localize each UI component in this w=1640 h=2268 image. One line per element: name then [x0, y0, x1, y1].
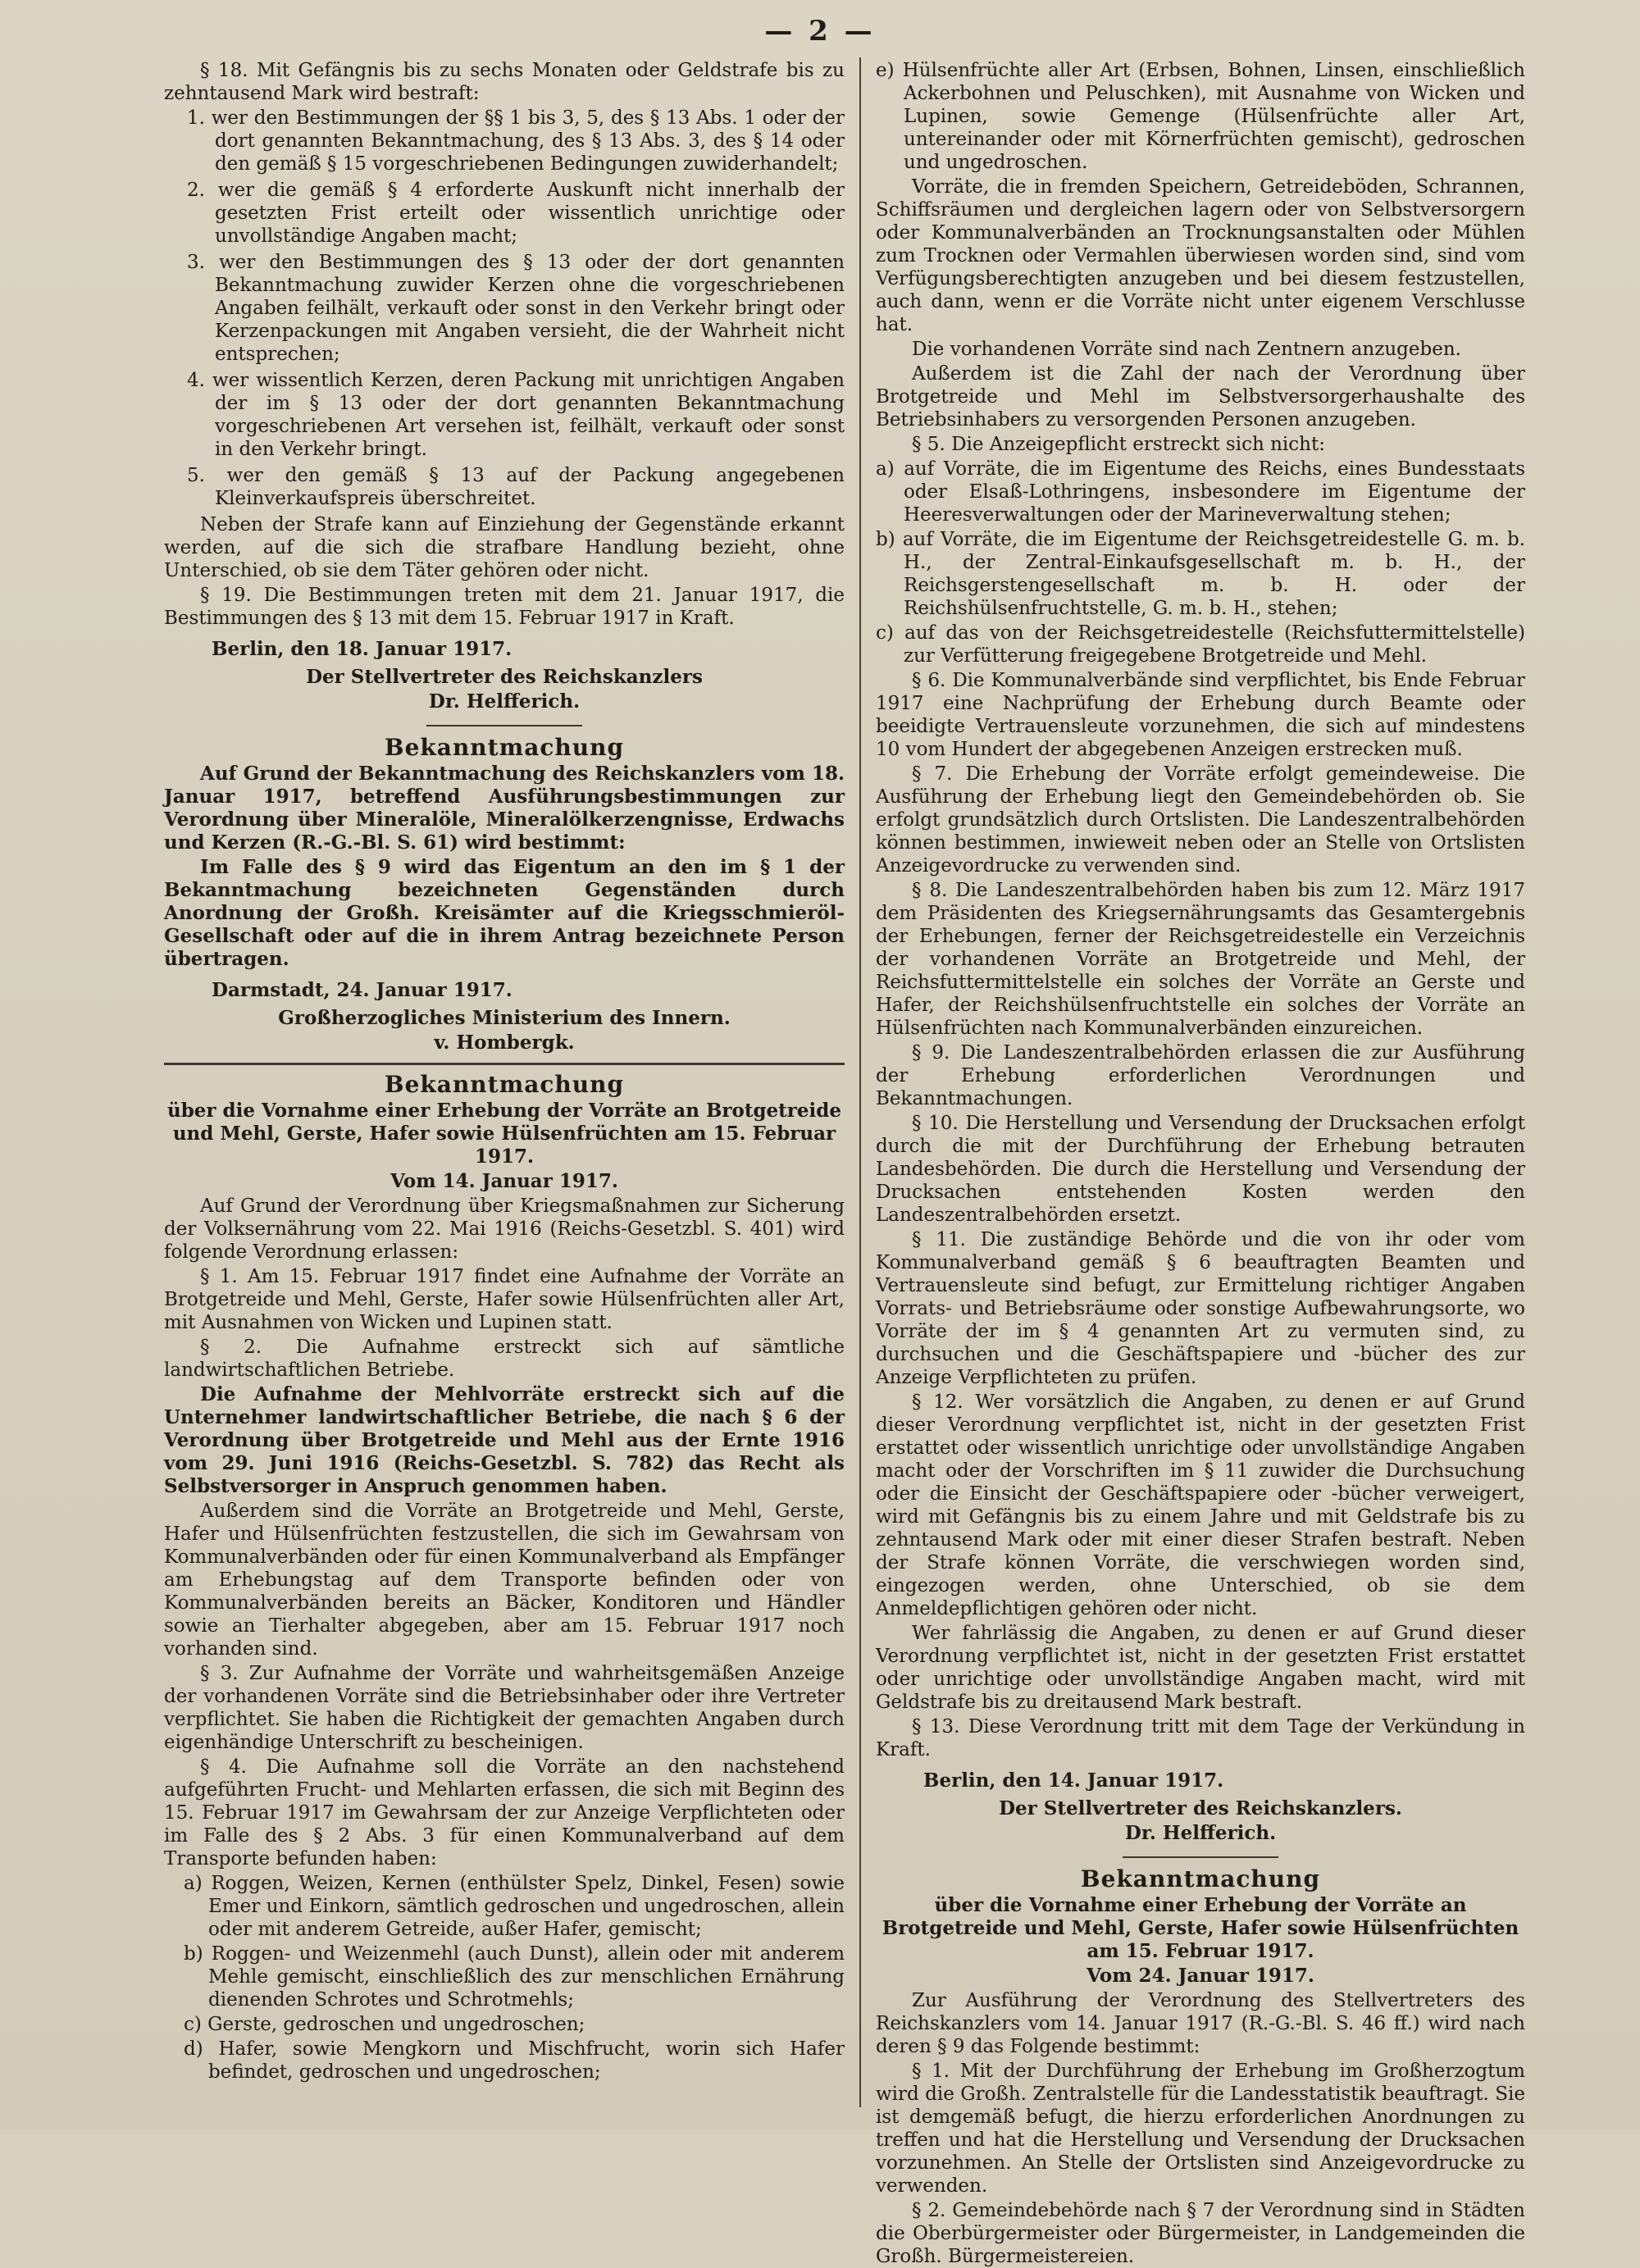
b2-item-d: d) Hafer, sowie Mengkorn und Mischfrucht, worin sich Hafer befindet, gedroschen und ungedroschen;: [184, 2038, 845, 2083]
s10-paragraph: § 10. Die Herstellung und Versendung der Drucksachen erfolgt durch die mit der Durchführung der Erhebung betrauten Landesbehörden. Die durch die Herstellung und Versendung der Drucksachen entstehenden Kosten werden den Landeszentralbehörden ersetzt.: [876, 1113, 1525, 1226]
b3-preamble: Zur Ausführung der Verordnung des Stellvertreters des Reichskanzlers vom 14. Januar 1917 (R.-G.-Bl. S. 46 ff.) wird nach deren § 9 das Folgende bestimmt:: [876, 1990, 1525, 2057]
b3-paragraph-2: § 2. Gemeindebehörde nach § 7 der Verordnung sind in Städten die Oberbürgermeister oder Bürgermeister, in Landgemeinden die Großh. Bürgermeistereien.: [876, 2200, 1525, 2267]
s18-intro: § 18. Mit Gefängnis bis zu sechs Monaten oder Geldstrafe bis zu zehntausend Mark wird bestraft:: [164, 60, 845, 104]
signature-name-2: Dr. Helfferich.: [1124, 1822, 1277, 1844]
right-column: [876, 59, 1525, 2267]
ministry-signature: v. Hombergk.: [434, 1032, 575, 1054]
s18-neben: Neben der Strafe kann auf Einziehung der Gegenstände erkannt werden, auf die sich die strafbare Handlung bezieht, ohne Unterschied, ob sie dem Täter gehören oder nicht.: [164, 514, 845, 581]
bekanntmachung-heading-2: Bekanntmachung: [384, 1071, 625, 1098]
b2-item-a: a) Roggen, Weizen, Kernen (enthülster Spelz, Dinkel, Fesen) sowie Emer und Einkorn, sämtlich gedroschen und ungedroschen, allein oder mit anderem Getreide, außer Hafer, gemischt;: [184, 1873, 845, 1940]
s18-item-3: 3. wer den Bestimmungen des § 13 oder der dort genannten Bekanntmachung zuwider Kerzen ohne die vorgeschriebenen Angaben feilhält, verkauft oder sonst in den Verkehr bringt oder Kerzenpackungen mit Angaben versieht, die der Wahrheit nicht entsprechen;: [187, 252, 845, 365]
left-column: [164, 59, 845, 2109]
signature-name: Dr. Helfferich.: [428, 690, 581, 713]
b3-paragraph-1: § 1. Mit der Durchführung der Erhebung im Großherzogtum wird die Großh. Zentralstelle für die Landesstatistik beauftragt. Sie ist demgemäß befugt, die hierzu erforderlichen Anordnungen zu treffen und hat die Herstellung und Versendung der Drucksachen vorzunehmen. An Stelle der Ortslisten sind Anzeigevordrucke zu verwenden.: [876, 2061, 1525, 2197]
page-number: — 2 —: [764, 15, 876, 48]
b2-subtitle: über die Vornahme einer Erhebung der Vorräte an Brotgetreide und Mehl, Gerste, Hafer sowie Hülsenfrüchten am 15. Februar 1917.: [166, 1100, 842, 1168]
section-separator-2: [1123, 1856, 1278, 1858]
b2-paragraph-2-mehl: Die Aufnahme der Mehlvorräte erstreckt sich auf die Unternehmer landwirtschaftlicher Betriebe, die nach § 6 der Verordnung über Brotgetreide und Mehl aus der Ernte 1916 vom 29. Juni 1916 (Reichs-Gesetzbl. S. 782) das Recht als Selbstversorger in Anspruch genommen haben.: [164, 1383, 845, 1497]
b2-paragraph-2: § 2. Die Aufnahme erstreckt sich auf sämtliche landwirtschaftlichen Betriebe.: [164, 1337, 845, 1381]
b2-paragraph-4: § 4. Die Aufnahme soll die Vorräte an den nachstehend aufgeführten Frucht- und Mehlarten erfassen, die sich mit Beginn des 15. Februar 1917 im Gewahrsam der zur Anzeige Verpflichteten oder im Falle des § 2 Abs. 3 für einen Kommunalverband auf dem Transporte befunden haben:: [164, 1756, 845, 1870]
dateline-darmstadt: Darmstadt, 24. Januar 1917.: [212, 979, 512, 1001]
s5-item-a: a) auf Vorräte, die im Eigentume des Reichs, eines Bundesstaats oder Elsaß-Lothringens, insbesondere im Eigentume der Heeresverwaltungen oder der Marineverwaltung stehen;: [876, 458, 1525, 526]
b3-date: Vom 24. Januar 1917.: [1086, 1965, 1314, 1987]
b2-item-b: b) Roggen- und Weizenmehl (auch Dunst), allein oder mit anderem Mehle gemischt, einschließlich des zur menschlichen Ernährung dienenden Schrotes und Schrotmehls;: [184, 1943, 845, 2011]
b2-paragraph-3: § 3. Zur Aufnahme der Vorräte und wahrheitsgemäßen Anzeige der vorhandenen Vorräte sind die Betriebsinhaber oder ihre Vertreter verpflichtet. Sie haben die Richtigkeit der gemachten Angaben durch eigenhändige Unterschrift zu bescheinigen.: [164, 1663, 845, 1753]
s19-paragraph: § 19. Die Bestimmungen treten mit dem 21. Januar 1917, die Bestimmungen des § 13 mit dem 15. Februar 1917 in Kraft.: [164, 585, 845, 629]
full-separator: [164, 1063, 845, 1065]
s11-paragraph: § 11. Die zuständige Behörde und die von ihr oder vom Kommunalverband gemäß § 6 beauftragten Beamten und Vertrauensleute sind befugt, zur Ermittelung richtiger Angaben Vorrats- und Betriebsräume oder sonstige Aufbewahrungsorte, wo Vorräte der im § 4 genannten Art zu vermuten sind, zu durchsuchen und die Geschäftspapiere und -bücher des zur Anzeige Verpflichteten zu prüfen.: [876, 1229, 1525, 1388]
s18-item-5: 5. wer den gemäß § 13 auf der Packung angegebenen Kleinverkaufspreis überschreitet.: [187, 465, 845, 509]
signature-title: Der Stellvertreter des Reichskanzlers: [306, 666, 703, 688]
zentnern-paragraph: Die vorhandenen Vorräte sind nach Zentnern anzugeben.: [912, 339, 1461, 360]
b2-paragraph-1: § 1. Am 15. Februar 1917 findet eine Aufnahme der Vorräte an Brotgetreide und Mehl, Gerste, Hafer sowie Hülsenfrüchten aller Art, mit Ausnahmen von Wicken und Lupinen statt.: [164, 1266, 845, 1333]
b3-subtitle: über die Vornahme einer Erhebung der Vorräte an Brotgetreide und Mehl, Gerste, Hafer sowie Hülsenfrüchten am 15. Februar 1917.: [882, 1894, 1519, 1962]
s5-paragraph: § 5. Die Anzeigepflicht erstreckt sich nicht:: [912, 434, 1325, 455]
s7-paragraph: § 7. Die Erhebung der Vorräte erfolgt gemeindeweise. Die Ausführung der Erhebung liegt den Gemeindebehörden ob. Sie erfolgt grundsätzlich durch Ortslisten. Die Landeszentralbehörden können bestimmen, inwieweit neben oder an Stelle von Ortslisten Anzeigevordrucke zu verwenden sind.: [876, 763, 1525, 877]
b2-item-c: c) Gerste, gedroschen und ungedroschen;: [184, 2014, 585, 2035]
s13-paragraph: § 13. Diese Verordnung tritt mit dem Tage der Verkündung in Kraft.: [876, 1716, 1525, 1760]
bekanntmachung-heading-3: Bekanntmachung: [1080, 1865, 1321, 1892]
s9-paragraph: § 9. Die Landeszentralbehörden erlassen die zur Ausführung der Erhebung erforderlichen Verordnungen und Bekanntmachungen.: [876, 1042, 1525, 1109]
s8-paragraph: § 8. Die Landeszentralbehörden haben bis zum 12. März 1917 dem Präsidenten des Kriegsernährungsamts das Gesamtergebnis der Erhebungen, ferner der Reichsgetreidestelle ein Verzeichnis der vorhandenen Vorräte an Brotgetreide und Mehl, der Reichsfuttermittelstelle ein solches der Vorräte an Gerste und Hafer, der Reichshülsenfruchtstelle ein solches der Vorräte an Hülsenfrüchten nach Kommunalverbänden einzureichen.: [876, 880, 1525, 1039]
b2-item-e: e) Hülsenfrüchte aller Art (Erbsen, Bohnen, Linsen, einschließlich Ackerbohnen und Peluschken), mit Ausnahme von Wicken und Lupinen, sowie Gemenge (Hülsenfrüchte aller Art, untereinander oder mit Körnerfrüchten gemischt), gedroschen und ungedroschen.: [876, 60, 1525, 173]
bekanntmachung-heading-1: Bekanntmachung: [384, 734, 625, 761]
signature-title-2: Der Stellvertreter des Reichskanzlers.: [999, 1797, 1402, 1819]
s5-item-b: b) auf Vorräte, die im Eigentume der Reichsgetreidestelle G. m. b. H., der Zentral-Einkaufsgesellschaft m. b. H., der Reichsgerstengesellschaft m. b. H. oder der Reichshülsenfruchtstelle, G. m. b. H., stehen;: [876, 529, 1525, 619]
s12-paragraph: § 12. Wer vorsätzlich die Angaben, zu denen er auf Grund dieser Verordnung verpflichtet ist, nicht in der gesetzten Frist erstattet oder wissentlich unrichtige oder unvollständige Angaben macht oder der Vorschriften im § 11 zuwider die Durchsuchung oder die Einsicht der Geschäftspapiere oder -bücher verweigert, wird mit Gefängnis bis zu einem Jahre und mit Geldstrafe bis zu zehntausend Mark oder mit einer dieser Strafen bestraft. Neben der Strafe können Vorräte, die verschwiegen worden sind, eingezogen werden, ohne Unterschied, ob sie dem Anmeldepflichtigen gehören oder nicht.: [876, 1391, 1525, 1619]
s5-item-c: c) auf das von der Reichsgetreidestelle (Reichsfuttermittelstelle) zur Verfütterung freigegebene Brotgetreide und Mehl.: [876, 622, 1525, 667]
vorraete-paragraph: Vorräte, die in fremden Speichern, Getreideböden, Schrannen, Schiffsräumen und dergleichen lagern oder von Selbstversorgern oder Kommunalverbänden an Trocknungsanstalten oder Mühlen zum Trocknen oder Vermahlen überwiesen worden sind, sind vom Verfügungsberechtigten anzugeben und bei diesem festzustellen, auch dann, wenn er die Vorräte nicht unter eigenem Verschlusse hat.: [876, 176, 1525, 335]
b1-paragraph-1: Auf Grund der Bekanntmachung des Reichskanzlers vom 18. Januar 1917, betreffend Ausführungsbestimmungen zur Verordnung über Mineralöle, Mineralölkerzengnisse, Erdwachs und Kerzen (R.-G.-Bl. S. 61) wird bestimmt:: [164, 763, 845, 854]
s12-paragraph-2: Wer fahrlässig die Angaben, zu denen er auf Grund dieser Verordnung verpflichtet ist, nicht in der gesetzten Frist erstattet oder unrichtige oder unvollständige Angaben macht, wird mit Geldstrafe bis zu dreitausend Mark bestraft.: [876, 1623, 1525, 1713]
b2-preamble: Auf Grund der Verordnung über Kriegsmaßnahmen zur Sicherung der Volksernährung vom 22. Mai 1916 (Reichs-Gesetzbl. S. 401) wird folgende Verordnung erlassen:: [164, 1195, 845, 1263]
b2-date: Vom 14. Januar 1917.: [390, 1170, 618, 1192]
ausserdem-paragraph: Außerdem ist die Zahl der nach der Verordnung über Brotgetreide und Mehl im Selbstversorgerhaushalte des Betriebsinhabers zu versorgenden Personen anzugeben.: [876, 363, 1525, 430]
section-separator: [426, 725, 582, 726]
dateline-berlin-14: Berlin, den 14. Januar 1917.: [923, 1769, 1224, 1792]
s18-item-4: 4. wer wissentlich Kerzen, deren Packung mit unrichtigen Angaben der im § 13 oder der dort genannten Bekanntmachung vorgeschriebenen Art versehen ist, feilhält, verkauft oder sonst in den Verkehr bringt.: [187, 370, 845, 460]
ministry-title: Großherzogliches Ministerium des Innern.: [278, 1007, 731, 1029]
column-divider: [859, 57, 861, 2107]
b1-paragraph-2: Im Falle des § 9 wird das Eigentum an den im § 1 der Bekanntmachung bezeichneten Gegenständen durch Anordnung der Großh. Kreisämter auf die Kriegsschmieröl-Gesellschaft oder auf die in ihrem Antrag bezeichnete Person übertragen.: [164, 856, 845, 970]
dateline-berlin-18: Berlin, den 18. Januar 1917.: [212, 638, 512, 660]
s18-item-2: 2. wer die gemäß § 4 erforderte Auskunft nicht innerhalb der gesetzten Frist erteilt oder wissentlich unrichtige oder unvollständige Angaben macht;: [187, 180, 845, 247]
s6-paragraph: § 6. Die Kommunalverbände sind verpflichtet, bis Ende Februar 1917 eine Nachprüfung der Erhebung durch Beamte oder beeidigte Vertrauensleute vorzunehmen, die sich auf mindestens 10 vom Hundert der abgegebenen Anzeigen erstrecken muß.: [876, 670, 1525, 760]
s18-item-1: 1. wer den Bestimmungen der §§ 1 bis 3, 5, des § 13 Abs. 1 oder der dort genannten Bekanntmachung, des § 13 Abs. 3, des § 14 oder den gemäß § 15 vorgeschriebenen Bedingungen zuwiderhandelt;: [187, 107, 845, 175]
b2-paragraph-2-ausserdem: Außerdem sind die Vorräte an Brotgetreide und Mehl, Gerste, Hafer und Hülsenfrüchten festzustellen, die sich im Gewahrsam von Kommunalverbänden oder für einen Kommunalverband als Empfänger am Erhebungstag auf dem Transporte befinden oder von Kommunalverbänden bereits an Bäcker, Konditoren und Händler sowie an Tierhalter abgegeben, aber am 15. Februar 1917 noch vorhanden sind.: [164, 1501, 845, 1660]
